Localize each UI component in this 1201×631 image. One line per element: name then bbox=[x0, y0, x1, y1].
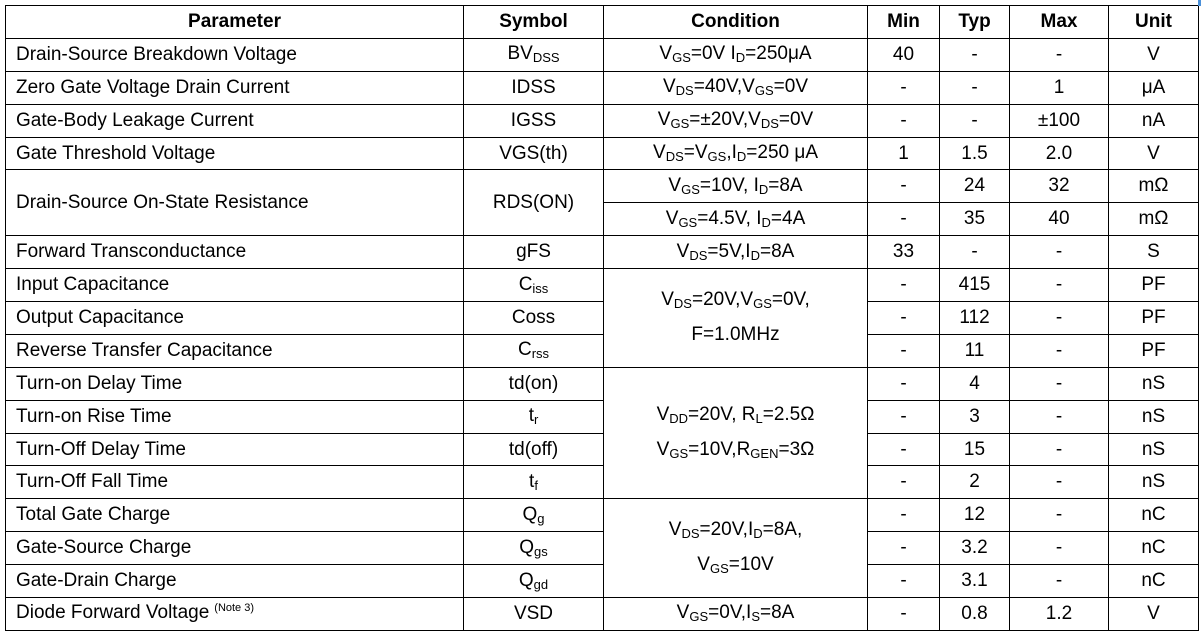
parameter-cell: Gate Threshold Voltage bbox=[6, 137, 464, 170]
min-cell: - bbox=[868, 499, 940, 532]
symbol-cell: IGSS bbox=[464, 104, 604, 137]
table-row bbox=[6, 433, 1199, 466]
min-cell: - bbox=[868, 334, 940, 367]
min-cell: - bbox=[868, 532, 940, 565]
symbol-cell: Ciss bbox=[464, 269, 604, 302]
table-row bbox=[6, 71, 1199, 104]
max-cell: - bbox=[1010, 400, 1109, 433]
parameter-cell: Total Gate Charge bbox=[6, 499, 464, 532]
header-condition: Condition bbox=[604, 6, 868, 39]
typ-cell: - bbox=[940, 38, 1010, 71]
unit-cell: V bbox=[1109, 598, 1199, 631]
parameter-cell: Turn-on Rise Time bbox=[6, 400, 464, 433]
table-row bbox=[6, 565, 1199, 598]
unit-cell: S bbox=[1109, 236, 1199, 269]
symbol-cell: Qgs bbox=[464, 532, 604, 565]
condition-cell: VGS=0V ID=250μA bbox=[604, 38, 868, 71]
min-cell: - bbox=[868, 433, 940, 466]
typ-cell: 12 bbox=[940, 499, 1010, 532]
max-cell: 40 bbox=[1010, 203, 1109, 236]
parameter-cell: Drain-Source On-State Resistance bbox=[6, 170, 464, 236]
min-cell: - bbox=[868, 269, 940, 302]
max-cell: ±100 bbox=[1010, 104, 1109, 137]
parameter-cell: Diode Forward Voltage $^{(Note 3)}$ bbox=[6, 598, 464, 631]
electrical-characteristics-table bbox=[5, 5, 1199, 631]
symbol-cell: VGS(th) bbox=[464, 137, 604, 170]
min-cell: 1 bbox=[868, 137, 940, 170]
table-row bbox=[6, 499, 1199, 532]
table-row bbox=[6, 334, 1199, 367]
typ-cell: 2 bbox=[940, 466, 1010, 499]
table-row bbox=[6, 38, 1199, 71]
symbol-cell: tf bbox=[464, 466, 604, 499]
unit-cell: nS bbox=[1109, 433, 1199, 466]
unit-cell: PF bbox=[1109, 269, 1199, 302]
typ-cell: 15 bbox=[940, 433, 1010, 466]
condition-cell: VDS=20V,VGS=0V, F=1.0MHz bbox=[604, 269, 868, 368]
max-cell: 1.2 bbox=[1010, 598, 1109, 631]
symbol-cell: gFS bbox=[464, 236, 604, 269]
max-cell: - bbox=[1010, 236, 1109, 269]
symbol-cell: RDS(ON) bbox=[464, 170, 604, 236]
parameter-cell: Turn-Off Fall Time bbox=[6, 466, 464, 499]
min-cell: - bbox=[868, 71, 940, 104]
parameter-cell: Output Capacitance bbox=[6, 302, 464, 335]
condition-cell: VDS=40V,VGS=0V bbox=[604, 71, 868, 104]
table-row bbox=[6, 598, 1199, 631]
typ-cell: - bbox=[940, 71, 1010, 104]
min-cell: - bbox=[868, 367, 940, 400]
table-row bbox=[6, 269, 1199, 302]
symbol-cell: Qgd bbox=[464, 565, 604, 598]
unit-cell: mΩ bbox=[1109, 203, 1199, 236]
symbol-cell: Crss bbox=[464, 334, 604, 367]
typ-cell: 24 bbox=[940, 170, 1010, 203]
condition-cell: VGS=10V, ID=8A bbox=[604, 170, 868, 203]
unit-cell: V bbox=[1109, 137, 1199, 170]
typ-cell: 4 bbox=[940, 367, 1010, 400]
condition-cell: VDS=20V,ID=8A, VGS=10V bbox=[604, 499, 868, 598]
typ-cell: 1.5 bbox=[940, 137, 1010, 170]
typ-cell: 3.1 bbox=[940, 565, 1010, 598]
typ-cell: 415 bbox=[940, 269, 1010, 302]
symbol-cell: VSD bbox=[464, 598, 604, 631]
max-cell: - bbox=[1010, 269, 1109, 302]
parameter-cell: Turn-Off Delay Time bbox=[6, 433, 464, 466]
table-row bbox=[6, 400, 1199, 433]
unit-cell: PF bbox=[1109, 334, 1199, 367]
condition-cell: VGS=±20V,VDS=0V bbox=[604, 104, 868, 137]
min-cell: - bbox=[868, 400, 940, 433]
table-row bbox=[6, 466, 1199, 499]
symbol-cell: td(off) bbox=[464, 433, 604, 466]
typ-cell: 11 bbox=[940, 334, 1010, 367]
parameter-cell: Turn-on Delay Time bbox=[6, 367, 464, 400]
condition-cell: VGS=4.5V, ID=4A bbox=[604, 203, 868, 236]
table-row bbox=[6, 170, 1199, 203]
parameter-cell: Gate-Source Charge bbox=[6, 532, 464, 565]
unit-cell: nS bbox=[1109, 400, 1199, 433]
symbol-cell: tr bbox=[464, 400, 604, 433]
min-cell: - bbox=[868, 565, 940, 598]
typ-cell: 3 bbox=[940, 400, 1010, 433]
header-max: Max bbox=[1010, 6, 1109, 39]
parameter-cell: Input Capacitance bbox=[6, 269, 464, 302]
parameter-cell: Gate-Body Leakage Current bbox=[6, 104, 464, 137]
header-min: Min bbox=[868, 6, 940, 39]
min-cell: - bbox=[868, 203, 940, 236]
unit-cell: V bbox=[1109, 38, 1199, 71]
max-cell: - bbox=[1010, 433, 1109, 466]
symbol-cell: BVDSS bbox=[464, 38, 604, 71]
max-cell: - bbox=[1010, 38, 1109, 71]
typ-cell: 112 bbox=[940, 302, 1010, 335]
unit-cell: nC bbox=[1109, 565, 1199, 598]
parameter-cell: Gate-Drain Charge bbox=[6, 565, 464, 598]
max-cell: - bbox=[1010, 367, 1109, 400]
max-cell: - bbox=[1010, 334, 1109, 367]
max-cell: - bbox=[1010, 466, 1109, 499]
min-cell: - bbox=[868, 598, 940, 631]
parameter-cell: Zero Gate Voltage Drain Current bbox=[6, 71, 464, 104]
typ-cell: 3.2 bbox=[940, 532, 1010, 565]
parameter-cell: Forward Transconductance bbox=[6, 236, 464, 269]
max-cell: - bbox=[1010, 565, 1109, 598]
unit-cell: μA bbox=[1109, 71, 1199, 104]
typ-cell: 0.8 bbox=[940, 598, 1010, 631]
max-cell: - bbox=[1010, 532, 1109, 565]
table-row bbox=[6, 236, 1199, 269]
table-row bbox=[6, 532, 1199, 565]
table-row bbox=[6, 137, 1199, 170]
unit-cell: nC bbox=[1109, 499, 1199, 532]
header-unit: Unit bbox=[1109, 6, 1199, 39]
condition-cell: VDS=VGS,ID=250 μA bbox=[604, 137, 868, 170]
header-symbol: Symbol bbox=[464, 6, 604, 39]
unit-cell: nC bbox=[1109, 532, 1199, 565]
header-parameter: Parameter bbox=[6, 6, 464, 39]
min-cell: - bbox=[868, 104, 940, 137]
condition-cell: VDD=20V, RL=2.5Ω VGS=10V,RGEN=3Ω bbox=[604, 367, 868, 499]
typ-cell: - bbox=[940, 236, 1010, 269]
header-typ: Typ bbox=[940, 6, 1010, 39]
symbol-cell: Qg bbox=[464, 499, 604, 532]
min-cell: - bbox=[868, 466, 940, 499]
unit-cell: nS bbox=[1109, 466, 1199, 499]
max-cell: 1 bbox=[1010, 71, 1109, 104]
min-cell: 33 bbox=[868, 236, 940, 269]
unit-cell: nA bbox=[1109, 104, 1199, 137]
max-cell: 32 bbox=[1010, 170, 1109, 203]
unit-cell: nS bbox=[1109, 367, 1199, 400]
symbol-cell: IDSS bbox=[464, 71, 604, 104]
max-cell: - bbox=[1010, 499, 1109, 532]
symbol-cell: Coss bbox=[464, 302, 604, 335]
max-cell: - bbox=[1010, 302, 1109, 335]
min-cell: 40 bbox=[868, 38, 940, 71]
parameter-cell: Reverse Transfer Capacitance bbox=[6, 334, 464, 367]
symbol-cell: td(on) bbox=[464, 367, 604, 400]
table-row bbox=[6, 104, 1199, 137]
min-cell: - bbox=[868, 302, 940, 335]
table-row bbox=[6, 367, 1199, 400]
typ-cell: 35 bbox=[940, 203, 1010, 236]
min-cell: - bbox=[868, 170, 940, 203]
max-cell: 2.0 bbox=[1010, 137, 1109, 170]
unit-cell: PF bbox=[1109, 302, 1199, 335]
header-row bbox=[6, 6, 1199, 39]
note-reference: (Note 3) bbox=[214, 601, 255, 614]
condition-cell: VGS=0V,IS=8A bbox=[604, 598, 868, 631]
parameter-cell: Drain-Source Breakdown Voltage bbox=[6, 38, 464, 71]
condition-cell: VDS=5V,ID=8A bbox=[604, 236, 868, 269]
typ-cell: - bbox=[940, 104, 1010, 137]
table-row bbox=[6, 302, 1199, 335]
unit-cell: mΩ bbox=[1109, 170, 1199, 203]
